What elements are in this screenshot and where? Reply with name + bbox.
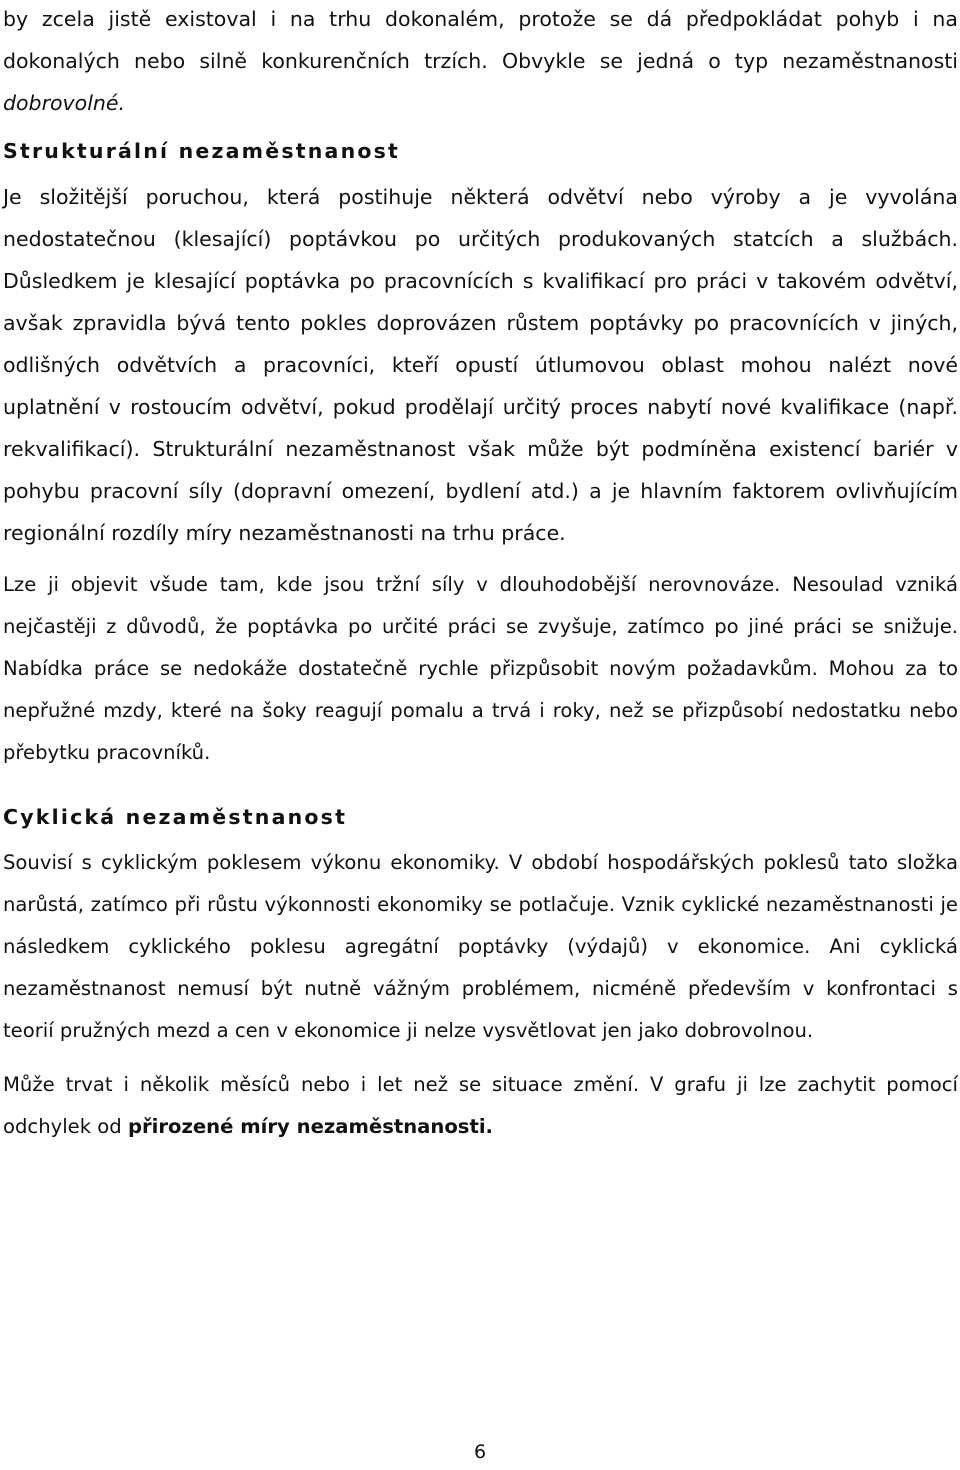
intro-paragraph: [3, 0, 958, 124]
cyclical-paragraph-2: [3, 1064, 958, 1148]
natural-rate-term: přirozené míry nezaměstnanosti.: [127, 1115, 493, 1138]
page-number: 6: [473, 1441, 487, 1463]
cyclical-heading: Cyklická nezaměstnanost: [3, 805, 348, 829]
document-page: [3, 0, 958, 1148]
structural-heading: Strukturální nezaměstnanost: [3, 139, 401, 163]
intro-text: by zcela jistě existoval i na trhu dokonalém, protože se dá předpokládat pohyb i na dokonalých nebo silně konkurenčních trzích. Obvykle se jedná o typ nezaměstnanosti: [3, 7, 958, 73]
intro-italic-text: dobrovolné.: [3, 91, 126, 115]
structural-paragraph-2: Lze ji objevit všude tam, kde jsou tržní síly v dlouhodobější nerovnováze. Nesoulad vzniká nejčastěji z důvodů, že poptávka po určité práci se zvyšuje, zatímco po jiné práci se snižuje. Nabídka práce se nedokáže dostatečně rychle přizpůsobit novým požadavkům. Mohou za to nepřužné mzdy, které na šoky reagují pomalu a trvá i roky, než se přizpůsobí nedostatku nebo přebytku pracovníků.: [3, 573, 958, 764]
cyclical-paragraph-1: Souvisí s cyklickým poklesem výkonu ekonomiky. V období hospodářských poklesů tato složka narůstá, zatímco při růstu výkonnosti ekonomiky se potlačuje. Vznik cyklické nezaměstnanosti je následkem cyklického poklesu agregátní poptávky (výdajů) v ekonomice. Ani cyklická nezaměstnanost nemusí být nutně vážným problémem, nicméně především v konfrontaci s teorií pružných mezd a cen v ekonomice ji nelze vysvětlovat jen jako dobrovolnou.: [3, 851, 958, 1042]
cyclical-paragraph-2-text: Může trvat i několik měsíců nebo i let než se situace změní. V grafu ji lze zachytit pomocí odchylek od: [3, 1073, 958, 1138]
structural-paragraph-1: Je složitější poruchou, která postihuje některá odvětví nebo výroby a je vyvolána nedostatečnou (klesající) poptávkou po určitých produkovaných statcích a službách. Důsledkem je klesající poptávka po pracovnících s kvalifikací pro práci v takovém odvětví, avšak zpravidla bývá tento pokles doprovázen růstem poptávky po pracovnících v jiných, odlišných odvětvích a pracovníci, kteří opustí útlumovou oblast mohou nalézt nové uplatnění v rostoucím odvětví, pokud prodělají určitý proces nabytí nové kvalifikace (např. rekvalifikací). Strukturální nezaměstnanost však může být podmíněna existencí bariér v pohybu pracovní síly (dopravní omezení, bydlení atd.) a je hlavním faktorem ovlivňujícím regionální rozdíly míry nezaměstnanosti na trhu práce.: [3, 185, 958, 545]
